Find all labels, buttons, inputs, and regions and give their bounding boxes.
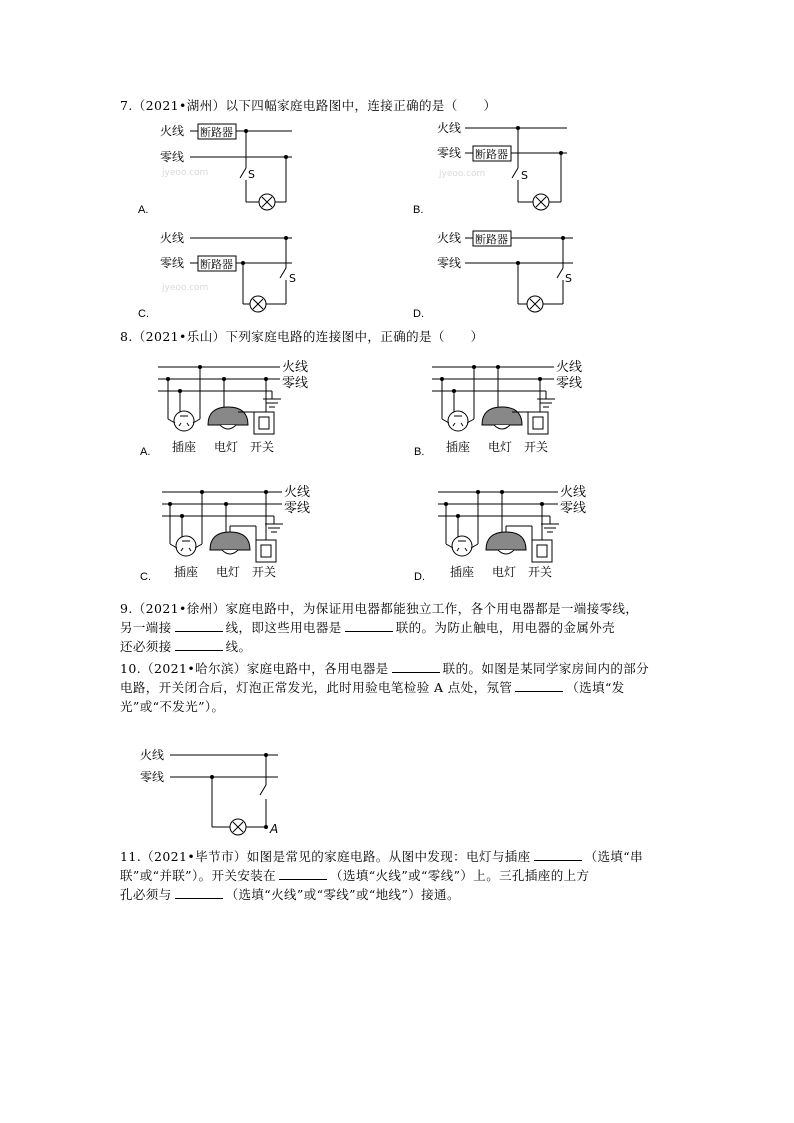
- socket-icon: [176, 536, 196, 556]
- switch-label: S: [565, 272, 572, 285]
- answer-blank[interactable]: [534, 849, 582, 861]
- neutral-label: 零线: [284, 501, 311, 516]
- switch-label: 开关: [252, 565, 277, 579]
- q10-line-3: 光”或“不发光”）。: [120, 699, 225, 714]
- neutral-label: 零线: [160, 256, 185, 270]
- lamp-icon: [482, 407, 522, 425]
- socket-icon: [452, 536, 472, 556]
- live-label: 火线: [282, 360, 309, 375]
- q8-option-a: A.: [140, 446, 151, 458]
- switch-label: S: [521, 169, 528, 182]
- breaker-label: 断路器: [200, 126, 233, 139]
- neutral-label: 零线: [560, 501, 587, 516]
- switch-label: 开关: [528, 565, 553, 579]
- q7-diagram-a: [140, 120, 310, 215]
- point-a-label: A: [270, 822, 279, 836]
- q8-diagram-d: [438, 482, 598, 582]
- watermark: jyeoo.com: [162, 283, 209, 293]
- q10-line-2: 电路，开关闭合后，灯泡正常发光，此时用验电笔检验 A 点处，氖管 （选填“发: [120, 680, 625, 695]
- answer-blank[interactable]: [279, 868, 327, 880]
- q10-diagram: [138, 745, 298, 840]
- q11-line-1: 11.（2021•毕节市）如图是常见的家庭电路。从图中发现：电灯与插座 （选填“串: [120, 849, 643, 864]
- switch-label: 开关: [250, 440, 275, 454]
- q9-line-2: 另一端接 线，即这些用电器是 联的。为防止触电，用电器的金属外壳: [120, 620, 616, 635]
- q11-line-3: 孔必须与 （选填“火线”或“零线”或“地线”）接通。: [120, 887, 460, 902]
- live-label: 火线: [437, 121, 462, 135]
- q7-option-c: C.: [138, 308, 149, 320]
- breaker-label: 断路器: [200, 258, 233, 271]
- neutral-label: 零线: [437, 256, 462, 270]
- q9-text: [120, 599, 638, 656]
- q9-line-1: 9.（2021•徐州）家庭电路中，为保证用电器都能独立工作，各个用电器都是一端接零线，: [120, 601, 639, 616]
- switch-label: S: [248, 168, 255, 181]
- answer-blank[interactable]: [345, 620, 393, 632]
- neutral-label: 零线: [556, 376, 583, 391]
- q8-option-b: B.: [414, 446, 425, 458]
- lamp-icon: [208, 407, 248, 425]
- answer-blank[interactable]: [175, 887, 223, 899]
- lamp-label: 电灯: [216, 565, 241, 579]
- switch-label: 开关: [524, 440, 549, 454]
- q7-option-d: D.: [413, 308, 424, 320]
- neutral-label: 零线: [282, 376, 309, 391]
- lamp-icon: [210, 532, 250, 550]
- socket-label: 插座: [174, 565, 199, 579]
- neutral-label: 零线: [160, 150, 185, 164]
- lamp-label: 电灯: [492, 565, 517, 579]
- q10-line-1: 10.（2021•哈尔滨）家庭电路中，各用电器是 联的。如图是某同学家房间内的部分: [120, 661, 650, 676]
- answer-blank[interactable]: [515, 680, 563, 692]
- q9-line-3: 还必须接 线。: [120, 639, 252, 654]
- q7-diagram-c: [140, 228, 310, 328]
- lamp-label: 电灯: [488, 440, 513, 454]
- answer-blank[interactable]: [392, 661, 440, 673]
- q11-text: [120, 847, 643, 904]
- answer-blank[interactable]: [175, 620, 223, 632]
- q8-option-c: C.: [140, 571, 151, 583]
- q7-text: 7.（2021•湖州）以下四幅家庭电路图中，连接正确的是（ ）: [120, 98, 497, 113]
- socket-label: 插座: [172, 440, 197, 454]
- switch-label: S: [289, 272, 296, 285]
- live-label: 火线: [560, 485, 587, 500]
- q8-diagram-c: [162, 482, 322, 582]
- q7-option-a: A.: [138, 204, 149, 216]
- live-label: 火线: [284, 485, 311, 500]
- q11-line-2: 联”或“并联”）。开关安装在 （选填“火线”或“零线”）上。三孔插座的上方: [120, 868, 590, 883]
- q8-option-d: D.: [414, 571, 425, 583]
- breaker-label: 断路器: [475, 148, 508, 161]
- q8-text: 8.（2021•乐山）下列家庭电路的连接图中，正确的是（ ）: [120, 329, 484, 344]
- socket-icon: [448, 411, 468, 431]
- neutral-label: 零线: [437, 146, 462, 160]
- lamp-icon: [486, 532, 526, 550]
- watermark: jyeoo.com: [439, 169, 486, 179]
- live-label: 火线: [160, 124, 185, 138]
- q10-text: [120, 659, 649, 716]
- socket-label: 插座: [450, 565, 475, 579]
- breaker-label: 断路器: [475, 233, 508, 246]
- q8-diagram-b: [432, 357, 592, 457]
- q7-diagram-d: [415, 228, 585, 328]
- q8-diagram-a: [158, 357, 318, 457]
- live-label: 火线: [556, 360, 583, 375]
- watermark: jyeoo.com: [162, 168, 209, 178]
- lamp-label: 电灯: [214, 440, 239, 454]
- socket-icon: [174, 411, 194, 431]
- live-label: 火线: [437, 231, 462, 245]
- live-label: 火线: [160, 231, 185, 245]
- live-label: 火线: [140, 748, 165, 762]
- socket-label: 插座: [446, 440, 471, 454]
- answer-blank[interactable]: [175, 639, 223, 651]
- q7-diagram-b: [415, 118, 585, 218]
- neutral-label: 零线: [140, 770, 165, 784]
- q7-option-b: B.: [413, 204, 424, 216]
